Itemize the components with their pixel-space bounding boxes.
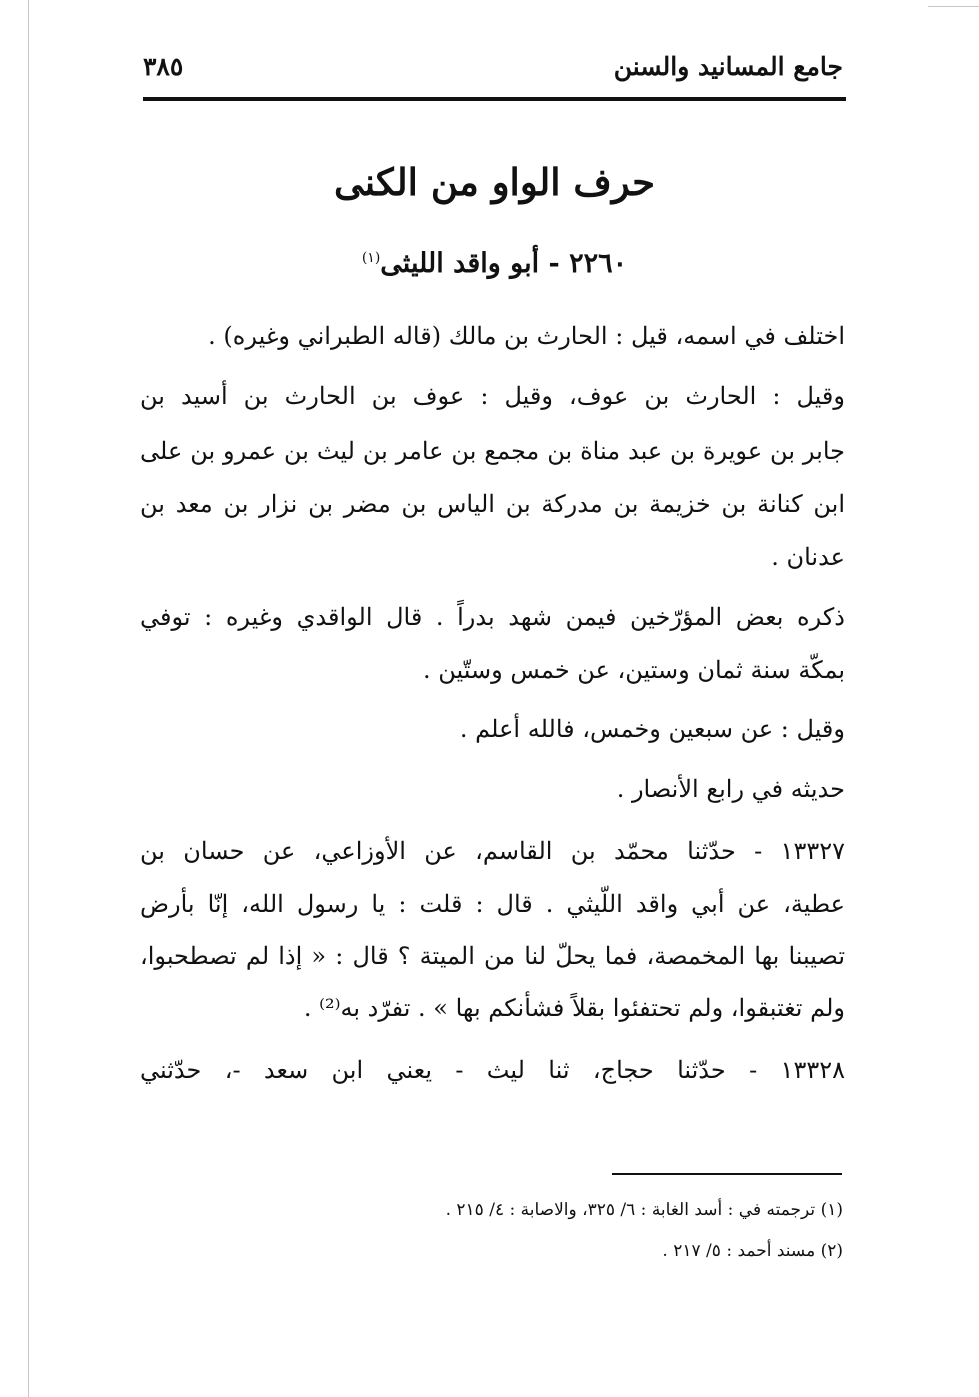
- scan-edge-line: [28, 0, 29, 1397]
- body-line: ابن كنانة بن خزيمة بن مدركة بن الياس بن مضر بن نزار بن معد بن: [140, 490, 845, 518]
- body-line: ١٣٣٢٨ - حدّثنا حجاج، ثنا ليث - يعني ابن سعد -، حدّثني: [140, 1056, 845, 1084]
- footnote-1: (١) ترجمته في : أسد الغابة : ٦/ ٣٢٥، والاصابة : ٤/ ٢١٥ .: [445, 1200, 843, 1220]
- body-line: حديثه في رابع الأنصار .: [616, 775, 845, 803]
- footnote-rule: [612, 1173, 842, 1175]
- body-line: ولم تغتبقوا، ولم تحتفئوا بقلاً فشأنكم بها » . تفرّد به⁽²⁾ .: [303, 994, 845, 1022]
- page-number: ٣٨٥: [143, 52, 184, 81]
- body-line: ذكره بعض المؤرّخين فيمن شهد بدراً . قال الواقدي وغيره : توفي: [140, 603, 845, 631]
- chapter-title: حرف الواو من الكنى: [333, 160, 656, 204]
- body-line: جابر بن عويرة بن عبد مناة بن مجمع بن عامر بن ليث بن عمرو بن على: [140, 437, 845, 465]
- header-rule: [143, 97, 846, 101]
- body-line: تصيبنا بها المخمصة، فما يحلّ لنا من الميتة ؟ قال : « إذا لم تصطحبوا،: [140, 942, 845, 970]
- footnote-marker: (١): [361, 250, 381, 266]
- scan-corner-mark: [928, 6, 979, 7]
- body-line: عطية، عن أبي واقد اللّيثي . قال : قلت : يا رسول الله، إنّا بأرض: [140, 890, 845, 918]
- body-line: بمكّة سنة ثمان وستين، عن خمس وستّين .: [423, 656, 845, 684]
- running-header-title: جامع المسانيد والسنن: [613, 52, 843, 81]
- body-line: وقيل : الحارث بن عوف، وقيل : عوف بن الحارث بن أسيد بن: [140, 382, 845, 410]
- entry-heading-text: ٢٢٦٠ - أبو واقد الليثى: [380, 248, 628, 279]
- body-line: ١٣٣٢٧ - حدّثنا محمّد بن القاسم، عن الأوزاعي، عن حسان بن: [140, 837, 845, 865]
- footnote-2: (٢) مسند أحمد : ٥/ ٢١٧ .: [662, 1241, 843, 1261]
- body-line: اختلف في اسمه، قيل : الحارث بن مالك (قاله الطبراني وغيره) .: [208, 322, 845, 350]
- entry-heading: [143, 248, 846, 279]
- body-line: عدنان .: [771, 543, 845, 571]
- body-line: وقيل : عن سبعين وخمس، فالله أعلم .: [459, 715, 845, 743]
